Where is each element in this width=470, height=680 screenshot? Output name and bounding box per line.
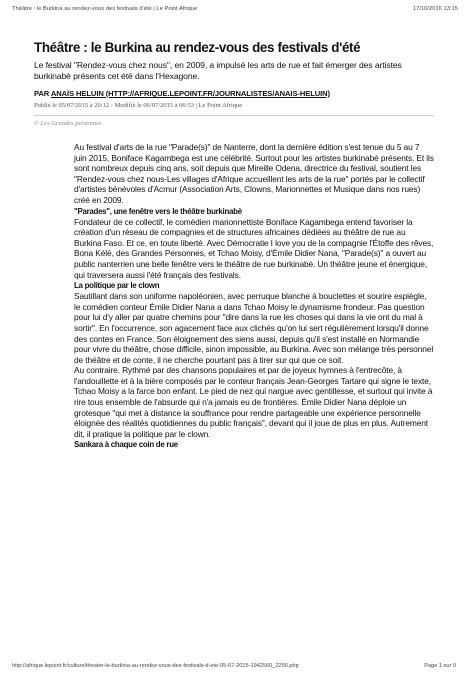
article-body bbox=[74, 142, 434, 450]
byline bbox=[34, 89, 434, 98]
section-heading: La politique par le clown bbox=[74, 280, 160, 291]
publish-dates: Publié le 05/07/2015 à 20:12 - Modifié le 06/07/2015 à 06:53 | Le Point Afrique bbox=[34, 102, 243, 109]
author-link[interactable] bbox=[51, 89, 330, 98]
author-name: ANAÏS HELUIN bbox=[50, 89, 104, 98]
section-heading: Sankara à chaque coin de rue bbox=[74, 439, 178, 450]
paragraph: Sautillant dans son uniforme napoléonien, avec perruque blanche à bouclettes et sourire espiègle, le comédien conteur Émile Didier Nana a dans Tchao Moisy le dynamisme frondeur. Pas question pour lui d'y aller par quatre chemins pour "dire dans la rue les choses qui dans la vie ont du mal à sortir". En l'occurrence, son agacement face aux clichés qu'on lui sert régulièrement lorsqu'il donne des contes en France. Son éloignement des siens aussi, depuis qu'il s'est installé en Normandie pour vivre du théâtre, chose difficile, sinon impossible, au Burkina. Avec son mélange très personnel de théâtre et de conte, il ne cherche pourtant pas à tirer sur qui que ce soit. bbox=[74, 291, 434, 365]
section-heading: "Parades", une fenêtre vers le théâtre burkinabè bbox=[74, 205, 242, 216]
divider bbox=[34, 115, 434, 116]
print-page-title: Théâtre : le Burkina au rendez-vous des festivals d'été | Le Point Afrique bbox=[12, 6, 198, 12]
author-url: (HTTP://AFRIQUE.LEPOINT.FR/JOURNALISTES/ANAIS-HELUIN) bbox=[105, 89, 330, 98]
print-datetime: 17/10/2016 13:15 bbox=[412, 6, 458, 12]
article bbox=[34, 40, 434, 450]
paragraph: Fondateur de ce collectif, le comédien marionnettiste Boniface Kagambega entend favoriser la création d'un réseau de compagnies et de structures africaines dédiées au théâtre de rue au Burkina Faso. Et ce, en toute liberté. Avec Démocratie I love you de la compagnie l'Étoffe des rêves, Bona Kélé, des Grandes Personnes, et Tchao Moisy, d'Émile Didier Nana, "Parade(s)" a ouvert au public nanterrien une belle fenêtre vers le théâtre de rue burkinabè. Un théâtre jeune et énergique, qui traversera aussi l'été français des festivals. bbox=[74, 216, 434, 280]
print-footer bbox=[12, 663, 456, 669]
page-number: Page 1 sur 9 bbox=[424, 663, 456, 669]
paragraph: Au contraire. Rythmé par des chansons populaires et par de joyeux hymnes à l'entrecôte, à l'andouillette et à la bière composés par le conteur français Jean-Georges Tartare qui signe le texte, Tchao Moisy a la farce bon enfant. Le pied de nez qui nargue avec gentillesse, et surtout qui invite à rire tous ensemble de l'absurde qui n'a jamais eu de frontières. Émile Didier Nana déploie un grotesque "qui met à distance la souffrance pour rendre partageable une expérience personnelle éloignée des réalités quotidiennes du public français", devant qui il joue de plus en plus. Autrement dit, il pratique la politique par le clown. bbox=[74, 365, 433, 439]
article-lede: Le festival "Rendez-vous chez nous", en 2009, a impulsé les arts de rue et fait émerger des artistes burkinabè présents cet été dans l'Hexagone. bbox=[34, 60, 402, 81]
print-header bbox=[12, 6, 458, 12]
article-title: Théâtre : le Burkina au rendez-vous des festivals d'été bbox=[34, 40, 361, 55]
print-url: http://afrique.lepoint.fr/culture/theatre-le-burkina-au-rendez-vous-des-festivals-d-ete-05-07-2015-1942560_2256.php bbox=[12, 663, 299, 669]
byline-prefix: PAR bbox=[34, 89, 50, 98]
paragraph: Au festival d'arts de la rue "Parade(s)" de Nanterre, dont la dernière édition s'est tenue du 5 au 7 juin 2015, Boniface Kagambega est une célébrité. Surtout pour les artistes burkinabè présents. Et ils sont nombreux depuis cinq ans, soit depuis que Mireille Odena, directrice du festival, soutient les "Rendez-vous chez nous-Les villages d'Afrique accueillent les arts de la rue" portés par le collectif d'artistes bénévoles d'Acmur (Association Arts, Clowns, Marionnettes et Musique dans nos rues) créé en 2009. bbox=[74, 142, 434, 205]
photo-credit: © Les Grandes personnes bbox=[34, 120, 102, 127]
